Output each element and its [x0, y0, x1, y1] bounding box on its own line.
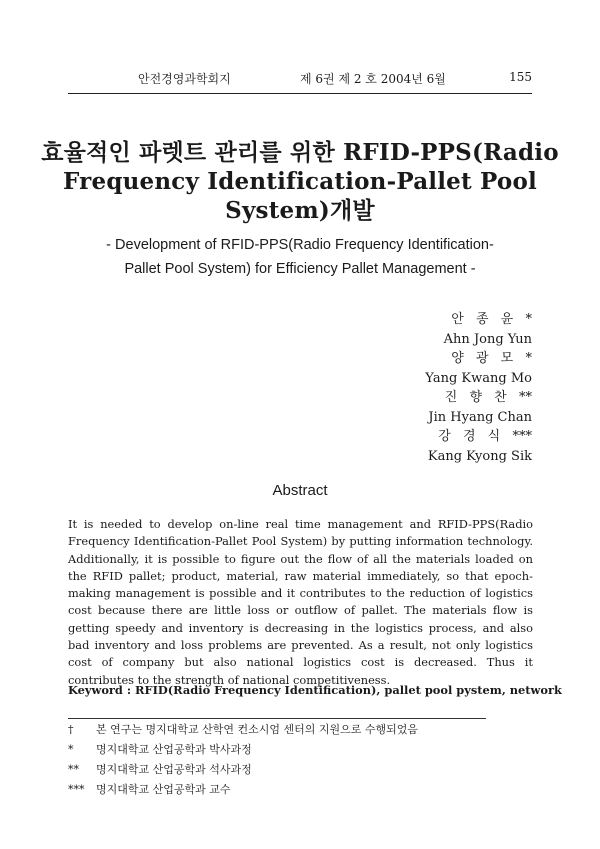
author-en-2: Yang Kwang Mo: [425, 370, 532, 386]
author-ko-2: 양 광 모 *: [451, 351, 532, 366]
subtitle-line-2: Pallet Pool System) for Efficiency Pallet Management -: [124, 261, 476, 277]
footnote-affiliation-3: *** 명지대학교 산업공학과 교수: [68, 783, 231, 796]
author-en-3: Jin Hyang Chan: [428, 409, 532, 425]
footnotes: [68, 720, 418, 800]
abstract-body: It is needed to develop on-line real time management and RFID-PPS(Radio Frequency Identification-Pallet Pool System) by putting information technology. Additionally, it is possible to figure out the flow of all the materials loaded on the RFID pallet; product, material, raw material immediately, so that epoch-making management is possible and it contributes to the reduction of logistics cost because there are little loss or outflow of pallet. The materials flow is getting speedy and inventory is decreasing in the logistics process, and also bad inventory and loss problems are prevented. As a result, not only logistics cost of company but also national logistics cost is decreased. Thus it contributes to the strength of national competitiveness.: [68, 517, 533, 687]
author-ko-3: 진 향 찬 **: [444, 390, 532, 405]
author-en-4: Kang Kyong Sik: [427, 448, 532, 464]
volume-info: 제 6권 제 2 호 2004년 6월: [300, 72, 446, 86]
author-list: [425, 310, 532, 466]
author-ko-4: 강 경 식 ***: [438, 429, 532, 444]
footnote-affiliation-1: * 명지대학교 산업공학과 박사과정: [68, 743, 252, 756]
running-header: [68, 70, 532, 88]
title-line-2: Frequency Identification-Pallet Pool: [63, 168, 537, 195]
author-ko-1: 안 종 윤 *: [451, 312, 532, 327]
paper-title: [40, 138, 560, 225]
page-number: 155: [509, 70, 532, 84]
footnote-funding: † 본 연구는 명지대학교 산학연 컨소시엄 센터의 지원으로 수행되었음: [68, 723, 419, 736]
header-rule: [68, 93, 532, 94]
paper-subtitle: [40, 233, 560, 281]
journal-name: 안전경영과학회지: [138, 72, 231, 86]
title-line-1: 효율적인 파렛트 관리를 위한 RFID-PPS(Radio: [41, 139, 559, 166]
keywords: Keyword : RFID(Radio Frequency Identification), pallet pool pystem, network: [68, 683, 562, 697]
abstract-heading: Abstract: [272, 482, 328, 499]
footnote-rule: [68, 718, 486, 719]
subtitle-line-1: - Development of RFID-PPS(Radio Frequency Identification-: [106, 237, 494, 253]
author-en-1: Ahn Jong Yun: [443, 331, 532, 347]
title-line-3: System)개발: [225, 197, 375, 224]
footnote-affiliation-2: ** 명지대학교 산업공학과 석사과정: [68, 763, 252, 776]
